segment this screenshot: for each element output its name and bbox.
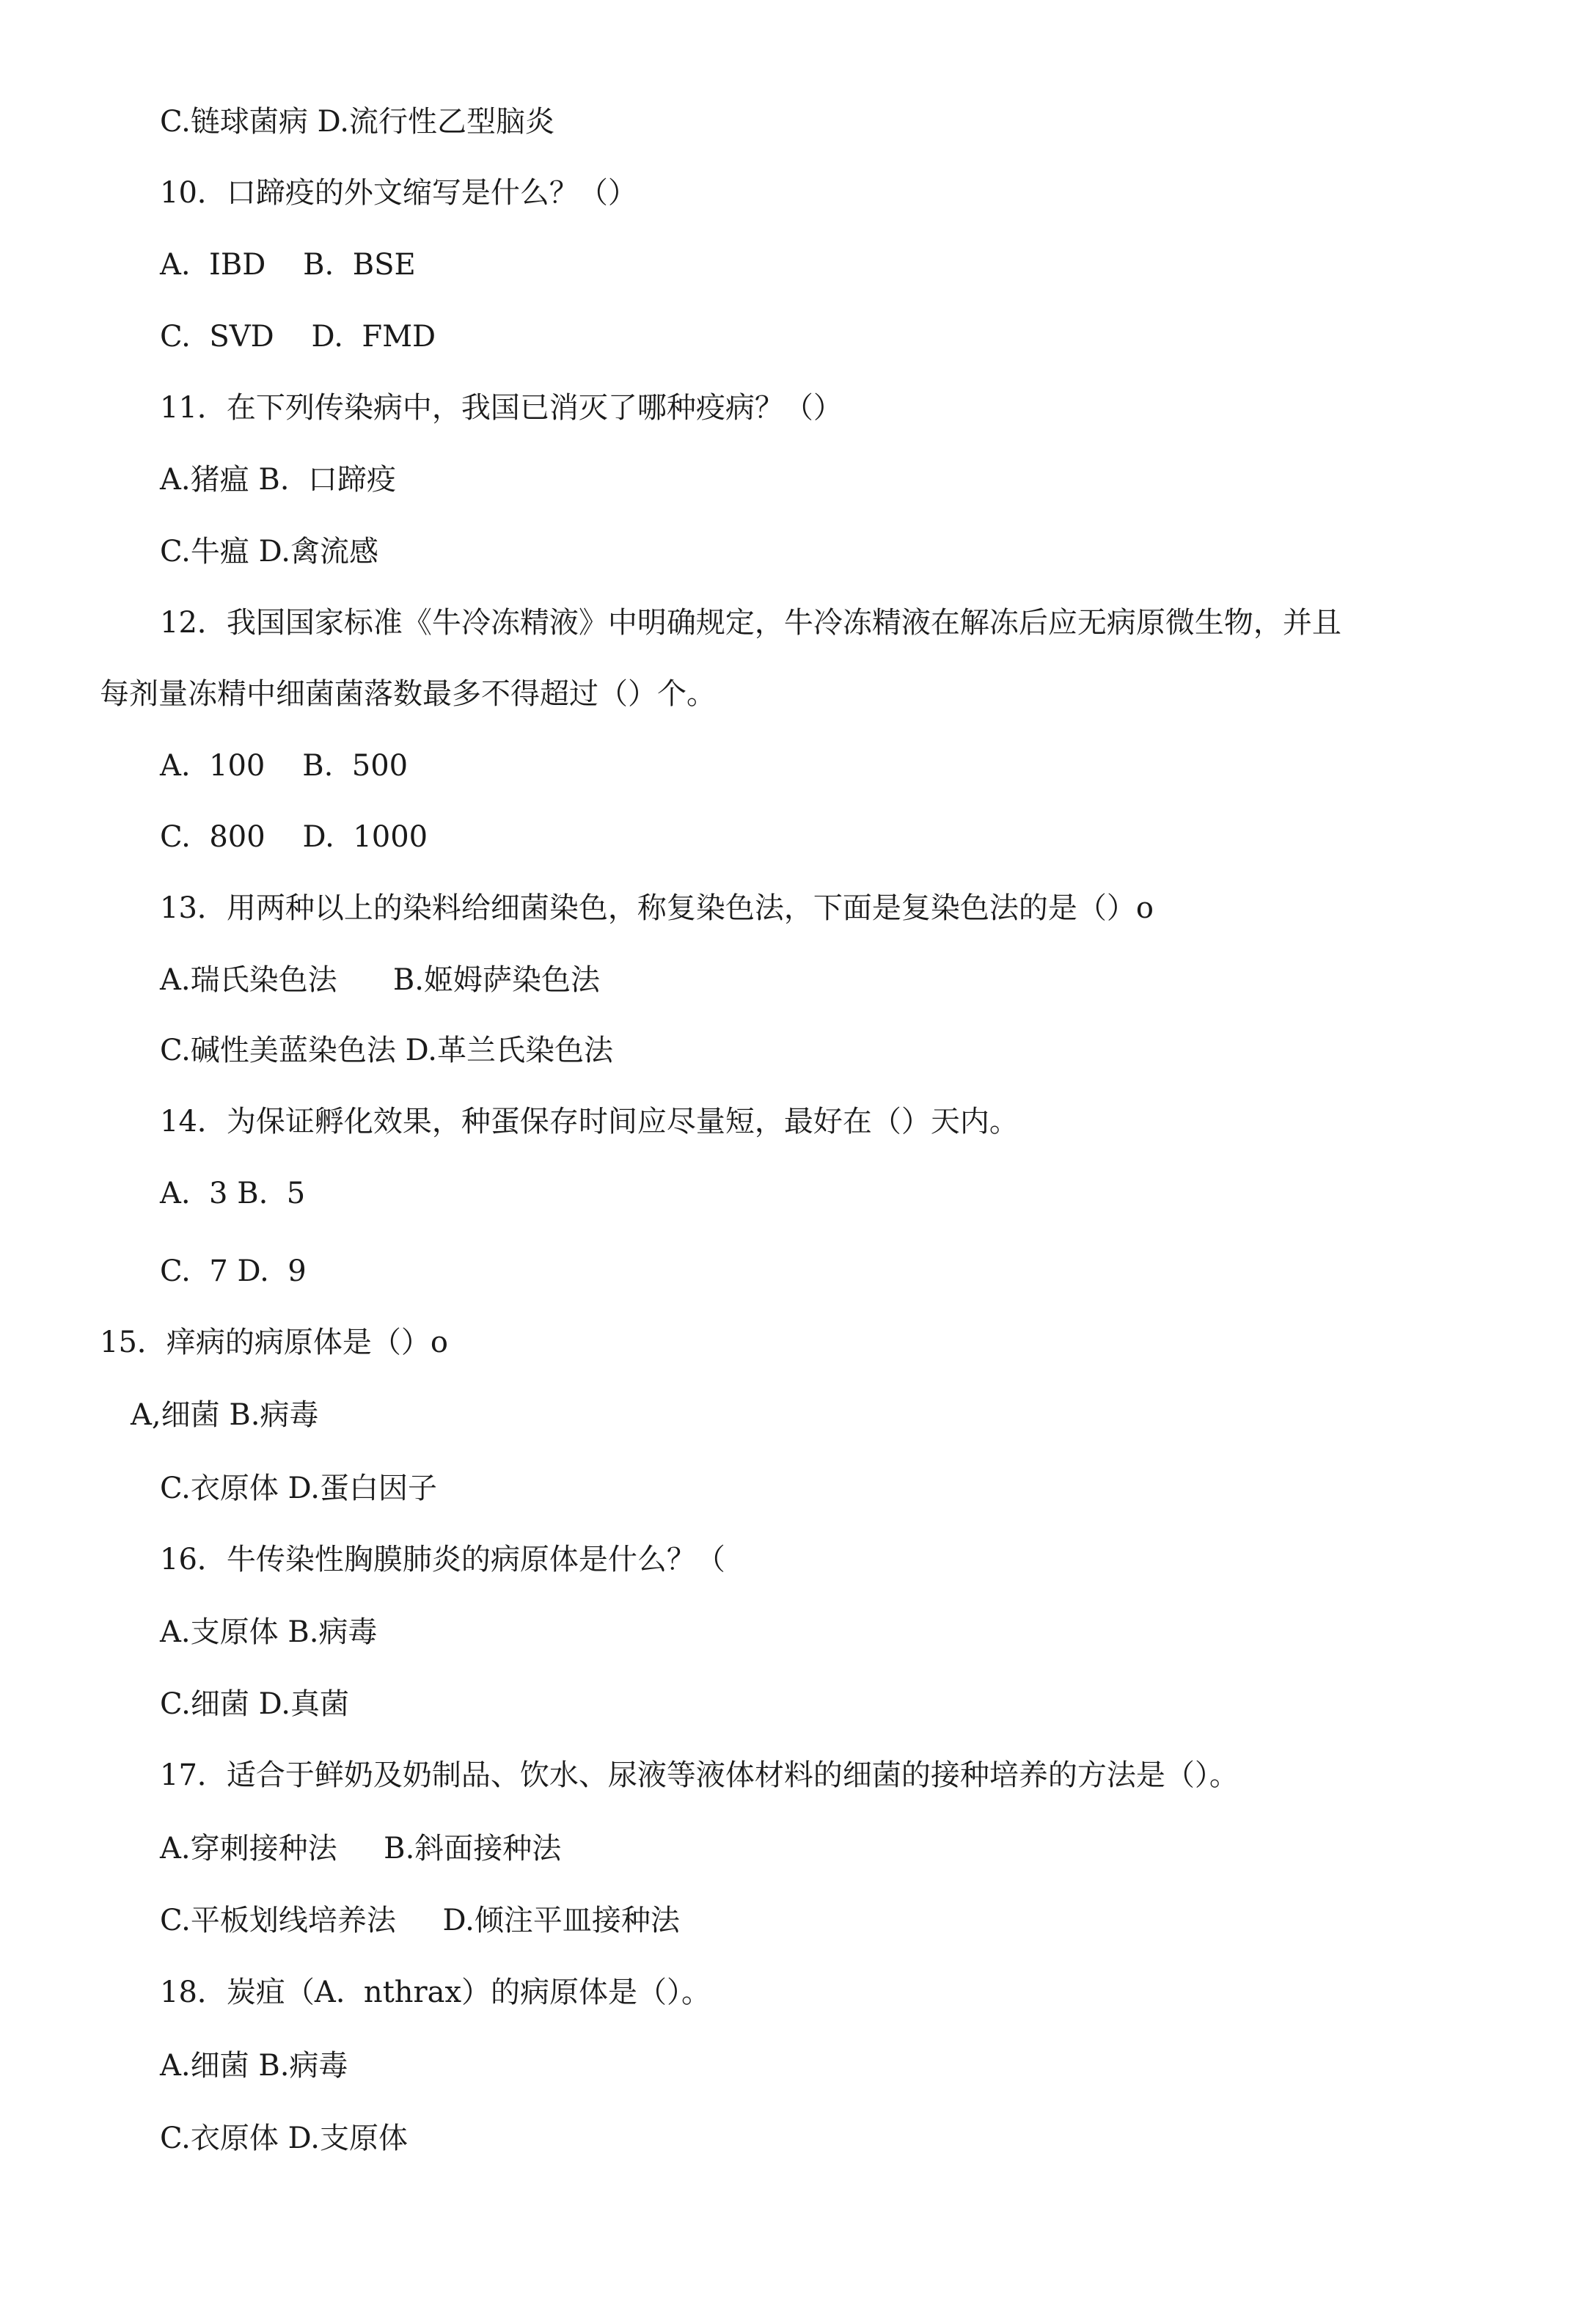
q12-question-cont: 每剂量冻精中细菌菌落数最多不得超过（）个。 [100, 677, 716, 711]
q11-options-ab: A.猪瘟 B. 口蹄疫 [160, 463, 396, 497]
q11-question: 11．在下列传染病中，我国已消灭了哪种疫病？（） [160, 391, 843, 425]
q17-options-cd: C.平板划线培养法 D.倾注平皿接种法 [160, 1904, 680, 1937]
q10-options-cd: C. SVD D. FMD [160, 320, 436, 354]
q16-options-cd: C.细菌 D.真菌 [160, 1687, 349, 1721]
q15-options-ab: A,细菌 B.病毒 [131, 1398, 319, 1432]
q16-options-ab: A.支原体 B.病毒 [160, 1615, 378, 1649]
q10-options-ab: A. IBD B. BSE [160, 248, 416, 282]
q14-options-ab: A. 3 B. 5 [160, 1177, 306, 1210]
q15-options-cd: C.衣原体 D.蛋白因子 [160, 1472, 437, 1505]
q10-question: 10．口蹄疫的外文缩写是什么？（） [160, 176, 637, 210]
q13-options-ab: A.瑞氏染色法 B.姬姆萨染色法 [160, 963, 600, 997]
q14-options-cd: C. 7 D. 9 [160, 1254, 307, 1288]
q12-options-cd: C. 800 D. 1000 [160, 820, 428, 854]
q11-options-cd: C.牛瘟 D.禽流感 [160, 535, 378, 569]
q14-question: 14．为保证孵化效果，种蛋保存时间应尽量短，最好在（）天内。 [160, 1105, 1019, 1139]
q13-question: 13．用两种以上的染料给细菌染色，称复染色法，下面是复染色法的是（）o [160, 891, 1154, 925]
q18-question: 18．炭疽（A. nthrax）的病原体是（）。 [160, 1976, 711, 2009]
q18-options-cd: C.衣原体 D.支原体 [160, 2122, 408, 2155]
q13-options-cd: C.碱性美蓝染色法 D.革兰氏染色法 [160, 1034, 613, 1067]
q16-question: 16．牛传染性胸膜肺炎的病原体是什么？（ [160, 1543, 725, 1576]
q17-question: 17．适合于鲜奶及奶制品、饮水、尿液等液体材料的细菌的接种培养的方法是（）。 [160, 1758, 1239, 1792]
q12-question: 12．我国国家标准《牛冷冻精液》中明确规定，牛冷冻精液在解冻后应无病原微生物，并且 [160, 606, 1341, 640]
q18-options-ab: A.细菌 B.病毒 [160, 2049, 348, 2083]
q12-options-ab: A. 100 B. 500 [160, 749, 409, 783]
q15-question: 15．痒病的病原体是（）o [100, 1326, 448, 1359]
q9-options-cd: C.链球菌病 D.流行性乙型脑炎 [160, 105, 554, 139]
q17-options-ab: A.穿刺接种法 B.斜面接种法 [160, 1832, 562, 1866]
